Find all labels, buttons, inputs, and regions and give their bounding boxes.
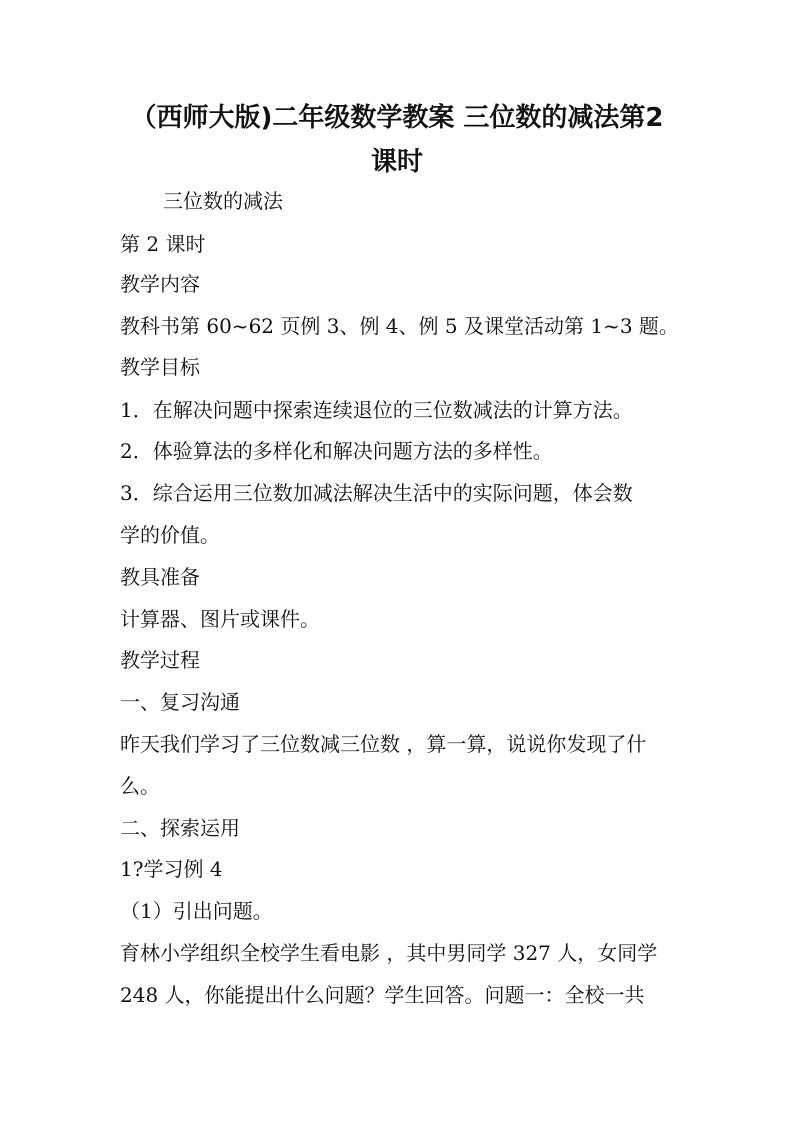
content-text: 教科书第 60~62 页例 3、例 4、例 5 及课堂活动第 1~3 题。 <box>120 314 679 338</box>
heading-objectives: 教学目标 <box>120 355 200 379</box>
document-title <box>100 96 694 184</box>
example-4-heading: 1?学习例 4 <box>120 857 223 881</box>
problem-text-1: 育林小学组织全校学生看电影 ，其中男同学 327 人，女同学 <box>120 941 658 965</box>
step-1-heading: 一、复习沟通 <box>120 690 240 714</box>
problem-text-2: 248 人，你能提出什么问题？学生回答。问题一：全校一共 <box>120 983 645 1007</box>
objective-1: 1．在解决问题中探索连续退位的三位数减法的计算方法。 <box>120 398 633 422</box>
step-1-text: 昨天我们学习了三位数减三位数 ，算一算，说说你发现了什 <box>120 732 647 756</box>
lesson-number: 第 2 课时 <box>120 232 206 256</box>
step-1-text-cont: 么。 <box>120 774 160 798</box>
heading-materials: 教具准备 <box>120 565 200 589</box>
section-heading: 三位数的减法 <box>163 189 283 213</box>
title-line-1: （西师大版)二年级数学教案 三位数的减法第2 <box>130 103 664 133</box>
materials-text: 计算器、图片或课件。 <box>120 607 320 631</box>
heading-content: 教学内容 <box>120 272 200 296</box>
sub-step-1: （1）引出问题。 <box>120 899 273 923</box>
objective-3: 3．综合运用三位数加减法解决生活中的实际问题，体会数 <box>120 481 633 505</box>
step-2-heading: 二、探索运用 <box>120 816 240 840</box>
objective-2: 2．体验算法的多样化和解决问题方法的多样性。 <box>120 439 553 463</box>
title-line-2: 课时 <box>370 147 423 177</box>
objective-3-cont: 学的价值。 <box>120 523 220 547</box>
heading-process: 教学过程 <box>120 648 200 672</box>
